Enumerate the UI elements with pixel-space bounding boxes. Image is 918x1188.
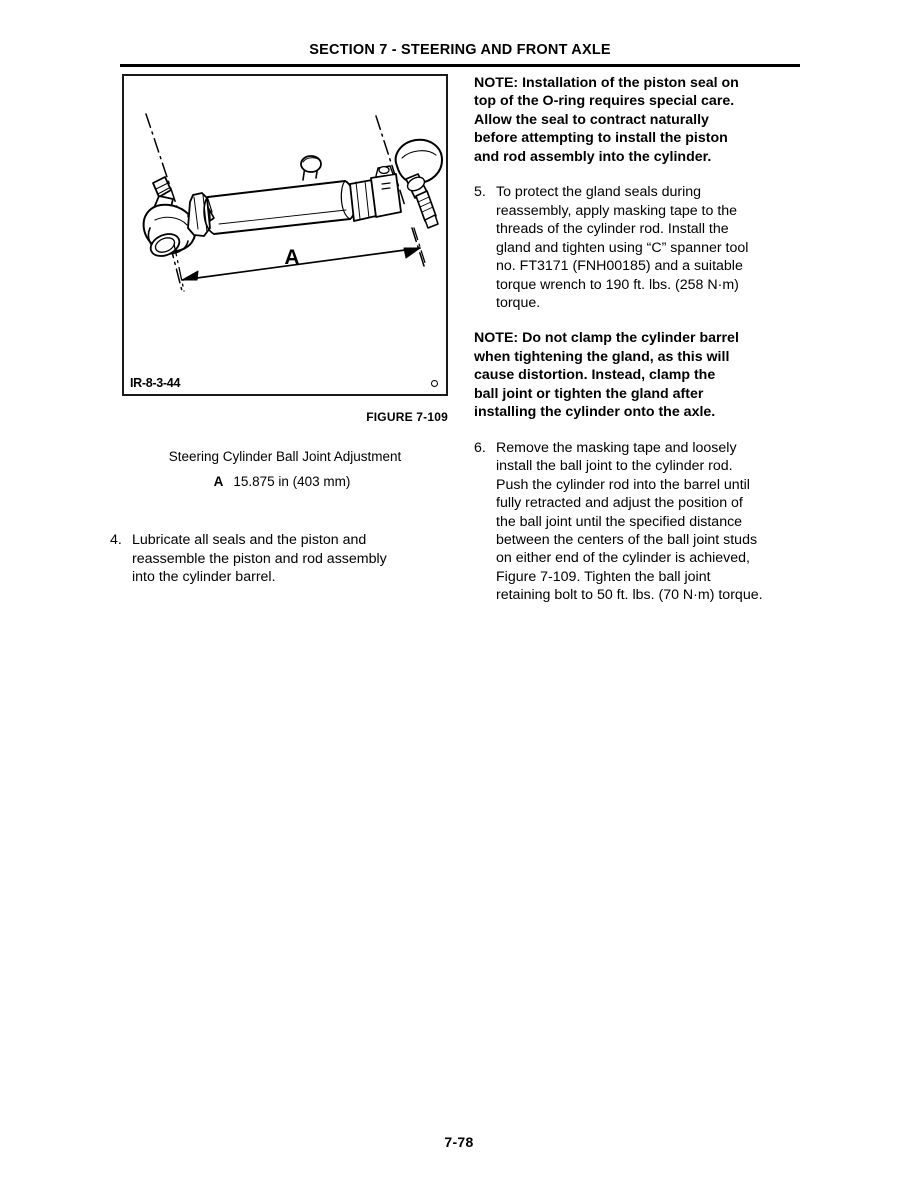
left-column: [110, 74, 460, 587]
note-2-line: when tightening the gland, as this will: [474, 348, 730, 365]
note-2-line: NOTE: Do not clamp the cylinder barrel: [474, 330, 739, 347]
steering-cylinder-drawing: [124, 76, 446, 394]
step-5-line: threads of the cylinder rod. Install the: [496, 221, 729, 238]
step-6-line: the ball joint until the specified distance: [496, 513, 743, 530]
step-5-line: reassembly, apply masking tape to the: [496, 202, 738, 219]
step-6-line: install the ball joint to the cylinder rod.: [496, 458, 733, 475]
dimension-legend-key: A: [213, 474, 224, 490]
instruction-step-5: [474, 183, 810, 312]
page-title: SECTION 7 - STEERING AND FRONT AXLE: [309, 42, 611, 58]
step-5-line: torque.: [496, 294, 541, 311]
step-6-line: Figure 7-109. Tighten the ball joint: [496, 568, 711, 585]
figure-caption-block: [110, 448, 460, 489]
step-5-number: 5.: [474, 184, 486, 201]
step-6-line: retaining bolt to 50 ft. lbs. (70 N·m) torque.: [496, 587, 763, 604]
circle-mark-icon: [431, 380, 438, 387]
step-5-body: [496, 183, 810, 312]
step-5-line: gland and tighten using “C” spanner tool: [496, 239, 749, 256]
note-block-piston-seal: [474, 74, 810, 166]
figure-number-label: FIGURE 7-109: [366, 410, 448, 424]
figure-illustration-box: [122, 74, 448, 396]
figure-caption-title: Steering Cylinder Ball Joint Adjustment: [168, 449, 402, 464]
header-divider-rule: [120, 64, 800, 67]
note-1-line: before attempting to install the piston: [474, 130, 728, 147]
note-1-line: and rod assembly into the cylinder.: [474, 148, 712, 165]
step-4-body: [132, 531, 460, 586]
note-2-line: cause distortion. Instead, clamp the: [474, 367, 716, 384]
step-6-line: Remove the masking tape and loosely: [496, 439, 737, 456]
page-header: [120, 42, 800, 58]
step-4-line: Lubricate all seals and the piston and: [132, 532, 367, 549]
step-6-body: [496, 439, 810, 605]
step-5-line: To protect the gland seals during: [496, 184, 702, 201]
note-1-line: top of the O-ring requires special care.: [474, 93, 735, 110]
dimension-legend-value: 15.875 in (403 mm): [233, 474, 351, 490]
step-6-line: fully retracted and adjust the position of: [496, 495, 743, 512]
note-2-line: installing the cylinder onto the axle.: [474, 404, 716, 421]
step-5-line: torque wrench to 190 ft. lbs. (258 N·m): [496, 276, 739, 293]
figure-id-label: IR-8-3-44: [130, 376, 181, 390]
instruction-step-4: [110, 531, 460, 586]
step-5-line: no. FT3171 (FNH00185) and a suitable: [496, 258, 743, 275]
step-4-line: reassemble the piston and rod assembly: [132, 550, 387, 567]
right-column: [474, 74, 810, 605]
page-number: 7-78: [444, 1134, 474, 1150]
step-6-line: on either end of the cylinder is achieved,: [496, 550, 750, 567]
step-6-line: between the centers of the ball joint studs: [496, 531, 758, 548]
step-4-line: into the cylinder barrel.: [132, 569, 276, 586]
step-6-number: 6.: [474, 439, 486, 456]
figure-dimension-legend: [104, 474, 460, 489]
note-1-line: NOTE: Installation of the piston seal on: [474, 75, 739, 91]
note-1-line: Allow the seal to contract naturally: [474, 111, 709, 128]
note-block-do-not-clamp: [474, 329, 810, 421]
dimension-letter-a: A: [284, 246, 300, 269]
instruction-step-6: [474, 439, 810, 605]
step-6-line: Push the cylinder rod into the barrel until: [496, 476, 750, 493]
note-2-line: ball joint or tighten the gland after: [474, 385, 704, 402]
page-footer: [0, 1134, 918, 1150]
step-4-number: 4.: [110, 532, 122, 549]
